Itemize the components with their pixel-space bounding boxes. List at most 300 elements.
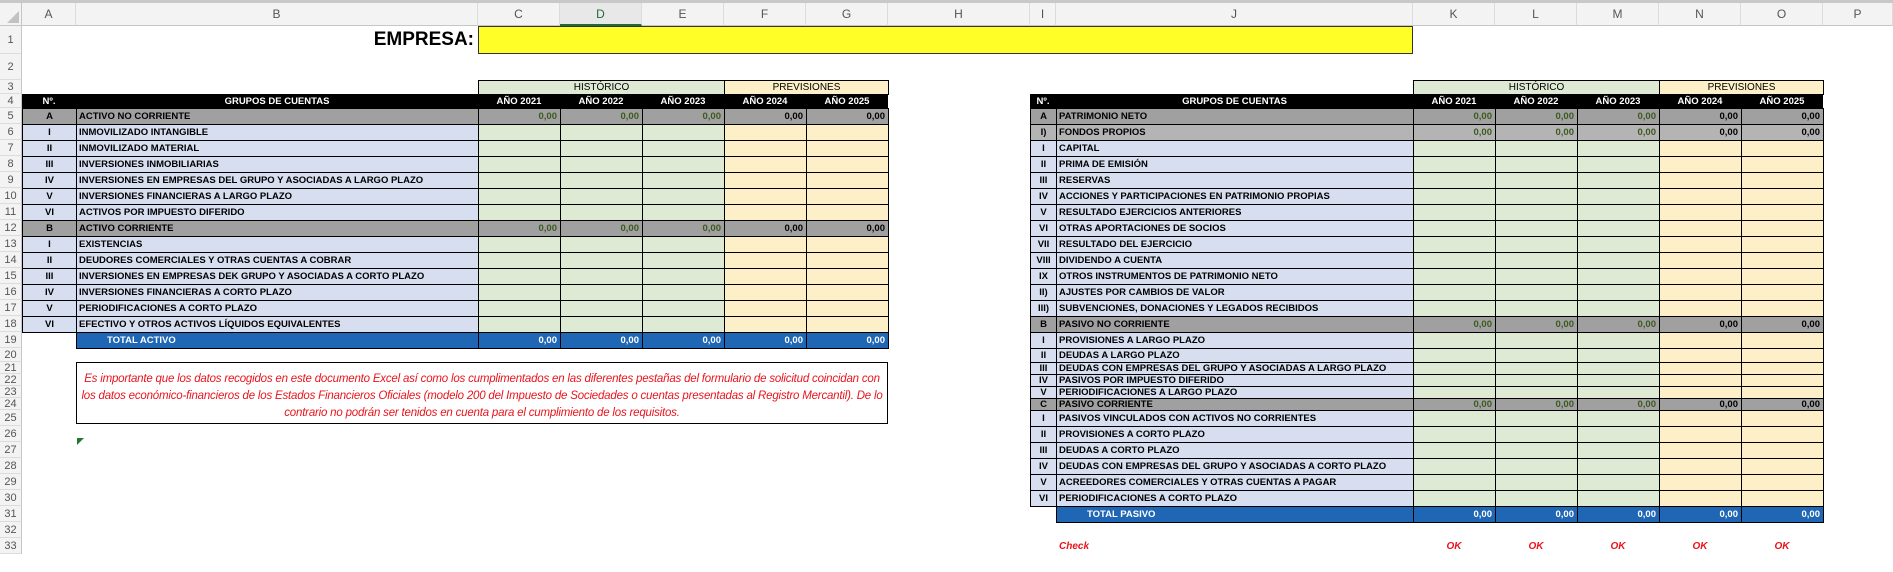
- pasivo-value-cell: 0,00: [1413, 316, 1496, 333]
- activo-num-header: Nº.: [22, 94, 76, 108]
- pasivo-value-cell[interactable]: [1413, 348, 1496, 363]
- pasivo-value-cell[interactable]: [1659, 220, 1742, 237]
- pasivo-value-cell[interactable]: [1495, 458, 1578, 475]
- activo-value-cell[interactable]: [560, 316, 643, 333]
- activo-value-cell[interactable]: [724, 316, 807, 333]
- pasivo-value-cell[interactable]: [1577, 442, 1660, 459]
- select-all-corner[interactable]: [0, 3, 22, 26]
- pasivo-row-num: VI: [1030, 220, 1057, 237]
- pasivo-value-cell: 0,00: [1413, 398, 1496, 411]
- pasivo-value-cell[interactable]: [1659, 284, 1742, 301]
- pasivo-historico-header: HISTÓRICO: [1413, 80, 1660, 95]
- activo-value-cell[interactable]: [642, 236, 725, 253]
- row-header-25[interactable]: 25: [0, 410, 22, 426]
- check-status: OK: [1610, 540, 1626, 552]
- activo-total-value: 0,00: [478, 332, 561, 349]
- pasivo-value-cell[interactable]: [1659, 140, 1742, 157]
- pasivo-value-cell[interactable]: [1577, 236, 1660, 253]
- activo-value-cell[interactable]: [478, 268, 561, 285]
- activo-row-label: INMOVILIZADO MATERIAL: [76, 140, 479, 157]
- pasivo-value-cell[interactable]: [1413, 474, 1496, 491]
- column-header-h[interactable]: H: [888, 3, 1030, 26]
- pasivo-value-cell[interactable]: [1659, 348, 1742, 363]
- pasivo-value-cell[interactable]: [1577, 188, 1660, 205]
- activo-row-num: VI: [22, 316, 77, 333]
- pasivo-value-cell: 0,00: [1741, 398, 1824, 411]
- activo-value-cell[interactable]: [478, 316, 561, 333]
- activo-value-cell[interactable]: [724, 284, 807, 301]
- row-header-29[interactable]: 29: [0, 474, 22, 490]
- pasivo-value-cell[interactable]: [1741, 204, 1824, 221]
- pasivo-value-cell[interactable]: [1495, 204, 1578, 221]
- pasivo-value-cell[interactable]: [1741, 410, 1824, 427]
- row-header-18[interactable]: 18: [0, 316, 22, 332]
- row-header-11[interactable]: 11: [0, 204, 22, 220]
- activo-row-label: PERIODIFICACIONES A CORTO PLAZO: [76, 300, 479, 317]
- activo-value-cell[interactable]: [724, 156, 807, 173]
- pasivo-year-header: AÑO 2021: [1413, 94, 1495, 108]
- activo-total-label: TOTAL ACTIVO: [76, 332, 479, 349]
- pasivo-value-cell[interactable]: [1659, 172, 1742, 189]
- pasivo-row-num: VI: [1030, 490, 1057, 507]
- pasivo-value-cell[interactable]: [1577, 204, 1660, 221]
- row-header-7[interactable]: 7: [0, 140, 22, 156]
- cell-comment-indicator-icon[interactable]: [77, 438, 84, 445]
- pasivo-value-cell[interactable]: [1413, 140, 1496, 157]
- pasivo-value-cell[interactable]: [1741, 442, 1824, 459]
- row-header-26[interactable]: 26: [0, 426, 22, 442]
- pasivo-value-cell[interactable]: [1577, 300, 1660, 317]
- activo-row-label: INVERSIONES FINANCIERAS A LARGO PLAZO: [76, 188, 479, 205]
- row-header-9[interactable]: 9: [0, 172, 22, 188]
- pasivo-value-cell[interactable]: [1659, 204, 1742, 221]
- activo-value-cell[interactable]: [560, 268, 643, 285]
- pasivo-row-label: RESULTADO DEL EJERCICIO: [1056, 236, 1414, 253]
- column-header-g[interactable]: G: [806, 3, 888, 26]
- pasivo-value-cell[interactable]: [1413, 220, 1496, 237]
- pasivo-value-cell[interactable]: [1495, 442, 1578, 459]
- pasivo-row-label: DIVIDENDO A CUENTA: [1056, 252, 1414, 269]
- activo-value-cell[interactable]: [642, 140, 725, 157]
- activo-value-cell[interactable]: [560, 284, 643, 301]
- pasivo-value-cell[interactable]: [1413, 156, 1496, 173]
- pasivo-value-cell[interactable]: [1413, 490, 1496, 507]
- activo-value-cell[interactable]: [478, 252, 561, 269]
- activo-value-cell[interactable]: [642, 188, 725, 205]
- activo-value-cell[interactable]: [642, 268, 725, 285]
- activo-value-cell: 0,00: [642, 220, 725, 237]
- column-header-c[interactable]: C: [478, 3, 560, 26]
- pasivo-row-num: I): [1030, 124, 1057, 141]
- row-header-17[interactable]: 17: [0, 300, 22, 316]
- activo-row-label: INVERSIONES EN EMPRESAS DEL GRUPO Y ASOCIADAS A LARGO PLAZO: [76, 172, 479, 189]
- activo-value-cell[interactable]: [642, 252, 725, 269]
- pasivo-value-cell[interactable]: [1577, 252, 1660, 269]
- pasivo-value-cell: 0,00: [1741, 124, 1824, 141]
- activo-value-cell[interactable]: [724, 268, 807, 285]
- row-header-13[interactable]: 13: [0, 236, 22, 252]
- pasivo-row-label: PERIODIFICACIONES A CORTO PLAZO: [1056, 490, 1414, 507]
- pasivo-value-cell[interactable]: [1577, 426, 1660, 443]
- row-header-21[interactable]: 21: [0, 362, 22, 374]
- pasivo-row-num: II: [1030, 156, 1057, 173]
- activo-year-header: AÑO 2023: [642, 94, 724, 108]
- column-header-l[interactable]: L: [1495, 3, 1577, 26]
- column-header-i[interactable]: I: [1030, 3, 1056, 26]
- pasivo-row-num: A: [1030, 108, 1057, 125]
- column-header-m[interactable]: M: [1577, 3, 1659, 26]
- column-header-d[interactable]: D: [560, 3, 642, 26]
- row-header-15[interactable]: 15: [0, 268, 22, 284]
- activo-row-num: VI: [22, 204, 77, 221]
- activo-value-cell[interactable]: [642, 124, 725, 141]
- pasivo-row-label: CAPITAL: [1056, 140, 1414, 157]
- pasivo-value-cell[interactable]: [1741, 284, 1824, 301]
- pasivo-value-cell[interactable]: [1495, 410, 1578, 427]
- pasivo-value-cell: 0,00: [1659, 398, 1742, 411]
- activo-value-cell[interactable]: [724, 252, 807, 269]
- activo-row-label: INVERSIONES FINANCIERAS A CORTO PLAZO: [76, 284, 479, 301]
- pasivo-row-num: V: [1030, 204, 1057, 221]
- pasivo-row-label: PASIVO NO CORRIENTE: [1056, 316, 1414, 333]
- pasivo-row-label: PROVISIONES A CORTO PLAZO: [1056, 426, 1414, 443]
- activo-value-cell[interactable]: [642, 172, 725, 189]
- row-header-3[interactable]: 3: [0, 80, 22, 94]
- pasivo-row-num: B: [1030, 316, 1057, 333]
- pasivo-value-cell[interactable]: [1413, 458, 1496, 475]
- pasivo-value-cell[interactable]: [1659, 442, 1742, 459]
- pasivo-value-cell[interactable]: [1741, 156, 1824, 173]
- pasivo-value-cell[interactable]: [1495, 156, 1578, 173]
- row-header-19[interactable]: 19: [0, 332, 22, 348]
- activo-value-cell[interactable]: [478, 140, 561, 157]
- pasivo-value-cell[interactable]: [1413, 252, 1496, 269]
- pasivo-value-cell[interactable]: [1577, 172, 1660, 189]
- pasivo-value-cell[interactable]: [1495, 140, 1578, 157]
- activo-value-cell[interactable]: [806, 188, 889, 205]
- pasivo-value-cell[interactable]: [1577, 348, 1660, 363]
- pasivo-value-cell[interactable]: [1413, 268, 1496, 285]
- activo-row-num: I: [22, 124, 77, 141]
- pasivo-row-label: FONDOS PROPIOS: [1056, 124, 1414, 141]
- pasivo-row-label: OTRAS APORTACIONES DE SOCIOS: [1056, 220, 1414, 237]
- pasivo-value-cell[interactable]: [1741, 140, 1824, 157]
- pasivo-value-cell[interactable]: [1577, 140, 1660, 157]
- pasivo-value-cell[interactable]: [1495, 332, 1578, 349]
- pasivo-value-cell[interactable]: [1577, 332, 1660, 349]
- pasivo-row-label: RESULTADO EJERCICIOS ANTERIORES: [1056, 204, 1414, 221]
- pasivo-value-cell[interactable]: [1741, 348, 1824, 363]
- pasivo-value-cell[interactable]: [1741, 188, 1824, 205]
- pasivo-value-cell[interactable]: [1413, 204, 1496, 221]
- check-status: OK: [1774, 540, 1790, 552]
- activo-value-cell[interactable]: [478, 188, 561, 205]
- pasivo-value-cell[interactable]: [1741, 474, 1824, 491]
- activo-value-cell[interactable]: [560, 172, 643, 189]
- pasivo-value-cell[interactable]: [1413, 172, 1496, 189]
- pasivo-total-value: 0,00: [1659, 506, 1742, 523]
- activo-value-cell[interactable]: [724, 236, 807, 253]
- pasivo-value-cell[interactable]: [1741, 458, 1824, 475]
- activo-value-cell: 0,00: [560, 220, 643, 237]
- row-header-5[interactable]: 5: [0, 108, 22, 124]
- pasivo-value-cell[interactable]: [1413, 332, 1496, 349]
- activo-value-cell[interactable]: [642, 156, 725, 173]
- pasivo-value-cell[interactable]: [1659, 268, 1742, 285]
- activo-year-header: AÑO 2022: [560, 94, 642, 108]
- activo-value-cell[interactable]: [724, 188, 807, 205]
- row-header-20[interactable]: 20: [0, 348, 22, 362]
- pasivo-value-cell[interactable]: [1659, 188, 1742, 205]
- pasivo-value-cell[interactable]: [1659, 426, 1742, 443]
- check-label: Check: [1059, 540, 1090, 552]
- activo-value-cell[interactable]: [478, 204, 561, 221]
- activo-value-cell[interactable]: [642, 284, 725, 301]
- activo-row-num: III: [22, 156, 77, 173]
- pasivo-row-num: II): [1030, 284, 1057, 301]
- pasivo-value-cell[interactable]: [1495, 474, 1578, 491]
- pasivo-value-cell[interactable]: [1495, 268, 1578, 285]
- pasivo-row-num: VII: [1030, 236, 1057, 253]
- activo-value-cell[interactable]: [478, 300, 561, 317]
- pasivo-value-cell[interactable]: [1577, 268, 1660, 285]
- pasivo-total-value: 0,00: [1577, 506, 1660, 523]
- activo-value-cell[interactable]: [478, 172, 561, 189]
- pasivo-row-num: I: [1030, 410, 1057, 427]
- activo-value-cell[interactable]: [642, 316, 725, 333]
- row-header-12[interactable]: 12: [0, 220, 22, 236]
- pasivo-row-label: DEUDAS CON EMPRESAS DEL GRUPO Y ASOCIADAS A LARGO PLAZO: [1056, 362, 1414, 375]
- activo-row-num: B: [22, 220, 77, 237]
- pasivo-value-cell[interactable]: [1741, 300, 1824, 317]
- pasivo-value-cell[interactable]: [1741, 252, 1824, 269]
- activo-value-cell[interactable]: [806, 252, 889, 269]
- pasivo-value-cell[interactable]: [1413, 426, 1496, 443]
- pasivo-value-cell[interactable]: [1413, 410, 1496, 427]
- pasivo-value-cell: 0,00: [1495, 316, 1578, 333]
- pasivo-value-cell[interactable]: [1741, 172, 1824, 189]
- column-header-o[interactable]: O: [1741, 3, 1823, 26]
- activo-value-cell: 0,00: [478, 220, 561, 237]
- pasivo-value-cell: 0,00: [1577, 316, 1660, 333]
- activo-row-num: III: [22, 268, 77, 285]
- activo-value-cell[interactable]: [560, 252, 643, 269]
- pasivo-row-num: V: [1030, 386, 1057, 399]
- row-header-4[interactable]: 4: [0, 94, 22, 108]
- activo-value-cell[interactable]: [478, 236, 561, 253]
- pasivo-num-header: Nº.: [1030, 94, 1056, 108]
- activo-value-cell[interactable]: [478, 124, 561, 141]
- pasivo-year-header: AÑO 2022: [1495, 94, 1577, 108]
- pasivo-value-cell[interactable]: [1741, 236, 1824, 253]
- row-header-14[interactable]: 14: [0, 252, 22, 268]
- pasivo-value-cell[interactable]: [1495, 236, 1578, 253]
- pasivo-value-cell[interactable]: [1741, 268, 1824, 285]
- pasivo-value-cell[interactable]: [1659, 490, 1742, 507]
- pasivo-row-num: III: [1030, 172, 1057, 189]
- pasivo-value-cell[interactable]: [1495, 426, 1578, 443]
- activo-value-cell: 0,00: [806, 108, 889, 125]
- pasivo-value-cell[interactable]: [1495, 172, 1578, 189]
- pasivo-value-cell: 0,00: [1577, 398, 1660, 411]
- column-header-k[interactable]: K: [1413, 3, 1495, 26]
- pasivo-value-cell[interactable]: [1577, 156, 1660, 173]
- column-header-e[interactable]: E: [642, 3, 724, 26]
- activo-value-cell: 0,00: [724, 220, 807, 237]
- pasivo-row-num: VIII: [1030, 252, 1057, 269]
- pasivo-value-cell[interactable]: [1413, 300, 1496, 317]
- pasivo-row-label: PASIVOS VINCULADOS CON ACTIVOS NO CORRIENTES: [1056, 410, 1414, 427]
- activo-value-cell[interactable]: [560, 204, 643, 221]
- activo-value-cell[interactable]: [806, 300, 889, 317]
- pasivo-row-label: SUBVENCIONES, DONACIONES Y LEGADOS RECIBIDOS: [1056, 300, 1414, 317]
- activo-value-cell: 0,00: [642, 108, 725, 125]
- activo-value-cell[interactable]: [560, 156, 643, 173]
- row-header-32[interactable]: 32: [0, 522, 22, 538]
- activo-value-cell[interactable]: [724, 300, 807, 317]
- activo-value-cell[interactable]: [478, 156, 561, 173]
- pasivo-value-cell[interactable]: [1577, 220, 1660, 237]
- pasivo-row-label: RESERVAS: [1056, 172, 1414, 189]
- row-header-6[interactable]: 6: [0, 124, 22, 140]
- pasivo-year-header: AÑO 2024: [1659, 94, 1741, 108]
- pasivo-value-cell[interactable]: [1659, 156, 1742, 173]
- pasivo-value-cell: 0,00: [1577, 108, 1660, 125]
- activo-value-cell[interactable]: [478, 284, 561, 301]
- row-header-8[interactable]: 8: [0, 156, 22, 172]
- pasivo-row-label: ACREEDORES COMERCIALES Y OTRAS CUENTAS A PAGAR: [1056, 474, 1414, 491]
- row-header-1[interactable]: 1: [0, 26, 22, 54]
- pasivo-value-cell: 0,00: [1659, 108, 1742, 125]
- pasivo-value-cell: 0,00: [1577, 124, 1660, 141]
- activo-value-cell[interactable]: [724, 140, 807, 157]
- pasivo-value-cell[interactable]: [1495, 188, 1578, 205]
- pasivo-value-cell: 0,00: [1741, 316, 1824, 333]
- activo-value-cell[interactable]: [806, 140, 889, 157]
- empresa-input[interactable]: [478, 26, 1413, 54]
- pasivo-row-num: IX: [1030, 268, 1057, 285]
- pasivo-value-cell[interactable]: [1495, 300, 1578, 317]
- activo-total-value: 0,00: [642, 332, 725, 349]
- pasivo-value-cell[interactable]: [1413, 442, 1496, 459]
- pasivo-value-cell[interactable]: [1577, 474, 1660, 491]
- pasivo-value-cell[interactable]: [1659, 410, 1742, 427]
- pasivo-value-cell[interactable]: [1577, 458, 1660, 475]
- pasivo-value-cell[interactable]: [1659, 252, 1742, 269]
- pasivo-row-label: AJUSTES POR CAMBIOS DE VALOR: [1056, 284, 1414, 301]
- pasivo-value-cell[interactable]: [1659, 300, 1742, 317]
- pasivo-value-cell[interactable]: [1659, 236, 1742, 253]
- column-header-f[interactable]: F: [724, 3, 806, 26]
- activo-value-cell: 0,00: [560, 108, 643, 125]
- pasivo-value-cell[interactable]: [1577, 284, 1660, 301]
- activo-total-value: 0,00: [724, 332, 807, 349]
- row-header-28[interactable]: 28: [0, 458, 22, 474]
- column-header-j[interactable]: J: [1056, 3, 1413, 26]
- row-header-10[interactable]: 10: [0, 188, 22, 204]
- activo-row-label: INVERSIONES EN EMPRESAS DEK GRUPO Y ASOCIADAS A CORTO PLAZO: [76, 268, 479, 285]
- activo-value-cell[interactable]: [806, 284, 889, 301]
- row-header-2[interactable]: 2: [0, 54, 22, 80]
- pasivo-value-cell[interactable]: [1577, 490, 1660, 507]
- column-header-p[interactable]: P: [1823, 3, 1893, 26]
- activo-value-cell[interactable]: [560, 188, 643, 205]
- pasivo-value-cell[interactable]: [1495, 220, 1578, 237]
- activo-value-cell[interactable]: [806, 156, 889, 173]
- activo-value-cell[interactable]: [806, 236, 889, 253]
- activo-value-cell[interactable]: [724, 172, 807, 189]
- activo-value-cell[interactable]: [806, 316, 889, 333]
- row-header-33[interactable]: 33: [0, 538, 22, 554]
- row-header-31[interactable]: 31: [0, 506, 22, 522]
- activo-value-cell[interactable]: [560, 236, 643, 253]
- pasivo-row-label: DEUDAS A CORTO PLAZO: [1056, 442, 1414, 459]
- pasivo-value-cell[interactable]: [1741, 332, 1824, 349]
- row-header-22[interactable]: 22: [0, 374, 22, 386]
- activo-value-cell[interactable]: [560, 300, 643, 317]
- pasivo-value-cell[interactable]: [1741, 426, 1824, 443]
- pasivo-value-cell[interactable]: [1659, 332, 1742, 349]
- activo-row-label: EXISTENCIAS: [76, 236, 479, 253]
- pasivo-row-label: PRIMA DE EMISIÓN: [1056, 156, 1414, 173]
- pasivo-row-label: PATRIMONIO NETO: [1056, 108, 1414, 125]
- pasivo-value-cell[interactable]: [1413, 236, 1496, 253]
- row-header-24[interactable]: 24: [0, 398, 22, 410]
- row-header-23[interactable]: 23: [0, 386, 22, 398]
- activo-value-cell[interactable]: [724, 204, 807, 221]
- activo-row-num: II: [22, 140, 77, 157]
- pasivo-value-cell[interactable]: [1659, 474, 1742, 491]
- activo-value-cell: 0,00: [806, 220, 889, 237]
- pasivo-previsiones-header: PREVISIONES: [1659, 80, 1824, 95]
- pasivo-value-cell[interactable]: [1495, 284, 1578, 301]
- activo-value-cell[interactable]: [806, 172, 889, 189]
- pasivo-value-cell[interactable]: [1495, 490, 1578, 507]
- pasivo-value-cell: 0,00: [1659, 316, 1742, 333]
- pasivo-value-cell: 0,00: [1495, 398, 1578, 411]
- pasivo-value-cell[interactable]: [1495, 348, 1578, 363]
- check-status: OK: [1692, 540, 1708, 552]
- pasivo-row-num: II: [1030, 426, 1057, 443]
- activo-value-cell[interactable]: [642, 300, 725, 317]
- pasivo-value-cell[interactable]: [1741, 490, 1824, 507]
- row-header-16[interactable]: 16: [0, 284, 22, 300]
- pasivo-value-cell[interactable]: [1413, 284, 1496, 301]
- pasivo-value-cell[interactable]: [1577, 410, 1660, 427]
- pasivo-value-cell[interactable]: [1659, 458, 1742, 475]
- activo-historico-header: HISTÓRICO: [478, 80, 725, 95]
- row-header-30[interactable]: 30: [0, 490, 22, 506]
- activo-value-cell[interactable]: [560, 124, 643, 141]
- pasivo-value-cell: 0,00: [1741, 108, 1824, 125]
- pasivo-value-cell[interactable]: [1495, 252, 1578, 269]
- activo-value-cell[interactable]: [806, 124, 889, 141]
- activo-value-cell[interactable]: [806, 268, 889, 285]
- pasivo-value-cell[interactable]: [1741, 220, 1824, 237]
- activo-value-cell[interactable]: [642, 204, 725, 221]
- activo-value-cell[interactable]: [560, 140, 643, 157]
- row-header-27[interactable]: 27: [0, 442, 22, 458]
- activo-row-num: IV: [22, 284, 77, 301]
- column-header-n[interactable]: N: [1659, 3, 1741, 26]
- pasivo-row-num: IV: [1030, 374, 1057, 387]
- activo-value-cell[interactable]: [724, 124, 807, 141]
- pasivo-value-cell[interactable]: [1413, 188, 1496, 205]
- column-header-b[interactable]: B: [76, 3, 478, 26]
- column-header-a[interactable]: A: [22, 3, 76, 26]
- activo-value-cell[interactable]: [806, 204, 889, 221]
- pasivo-row-label: OTROS INSTRUMENTOS DE PATRIMONIO NETO: [1056, 268, 1414, 285]
